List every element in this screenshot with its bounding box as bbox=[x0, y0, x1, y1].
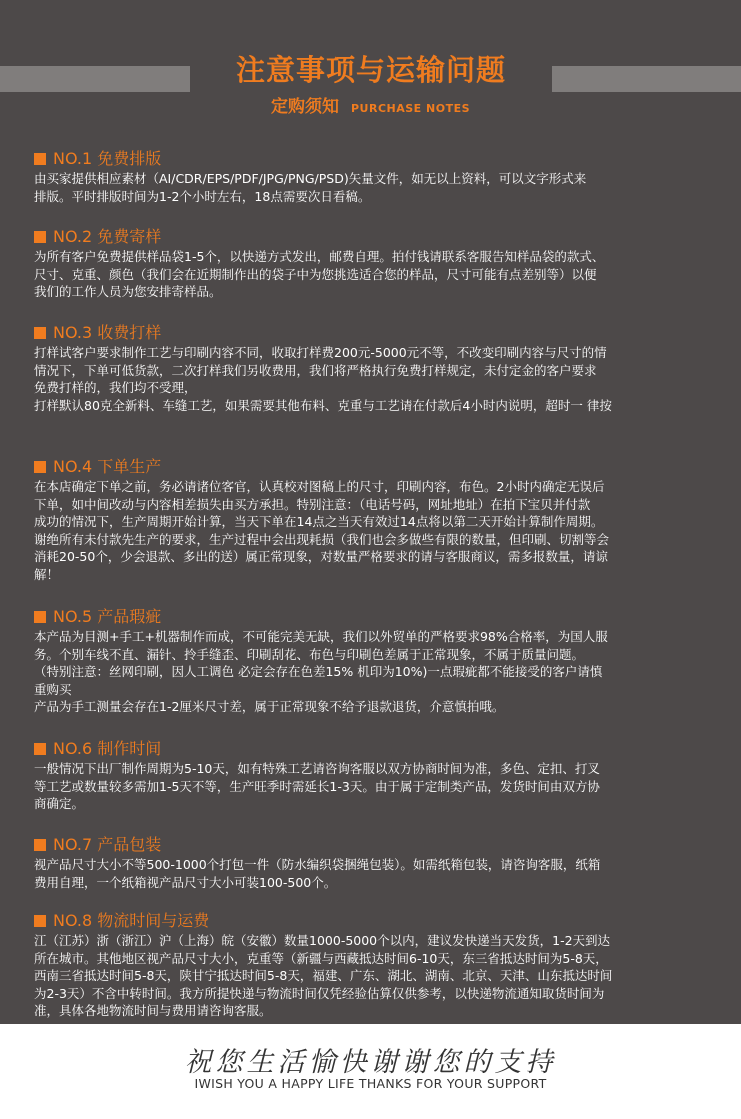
square-bullet-icon bbox=[34, 461, 46, 473]
text-line: 成功的情况下，生产周期开始计算，当天下单在14点之当天有效过14点将以第二天开始计算制作周期。 bbox=[34, 514, 604, 529]
text-line: 一般情况下出厂制作周期为5-10天，如有特殊工艺请咨询客服以双方协商时间为准，多色、定扣、打叉 bbox=[34, 761, 600, 776]
subtitle-en: PURCHASE NOTES bbox=[350, 102, 471, 115]
section-order-production bbox=[34, 456, 714, 583]
section-title-text: NO.4 下单生产 bbox=[53, 457, 162, 476]
section-logistics bbox=[34, 910, 714, 1020]
section-production-time bbox=[34, 738, 714, 813]
text-line: 打样默认80克全新料、车缝工艺，如果需要其他布料、克重与工艺请在付款后4小时内说明，超时一 律按 bbox=[34, 397, 612, 413]
square-bullet-icon bbox=[34, 327, 46, 339]
text-line: 产品为手工测量会存在1-2厘米尺寸差，属于正常现象不给予退款退货，介意慎拍哦。 bbox=[34, 699, 505, 714]
section-product-defects bbox=[34, 606, 714, 716]
text-line: 尺寸、克重、颜色（我们会在近期制作出的袋子中为您挑选适合您的样品，尺寸可能有点差别等）以便 bbox=[34, 266, 597, 282]
text-line: 江（江苏）浙（浙江）沪（上海）皖（安徽）数量1000-5000个以内，建议发快递当天发货，1-2天到达 bbox=[34, 933, 611, 948]
text-line: 务。个别车线不直、漏针、拎手缝歪、印刷刮花、布色与印刷色差属于正常现象，不属于质量问题。 bbox=[34, 646, 585, 662]
section-packaging bbox=[34, 834, 714, 891]
square-bullet-icon bbox=[34, 743, 46, 755]
section-paid-proof bbox=[34, 322, 714, 414]
text-line: 解！ bbox=[34, 566, 60, 582]
text-line: 准，具体各地物流时间与费用请咨询客服。 bbox=[34, 1003, 272, 1018]
text-line: 费用自理，一个纸箱视产品尺寸大小可装100-500个。 bbox=[34, 874, 337, 890]
section-free-layout bbox=[34, 148, 714, 205]
text-line: 在本店确定下单之前，务必请诸位客官，认真校对图稿上的尺寸，印刷内容，布色。2小时内确定无误后 bbox=[34, 479, 605, 494]
section-title bbox=[34, 606, 714, 628]
text-line: 视产品尺寸大小不等500-1000个打包一件（防水编织袋捆绳包装）。如需纸箱包装，请咨询客服，纸箱 bbox=[34, 857, 601, 872]
section-title bbox=[34, 738, 714, 760]
text-line: 排版。平时排版时间为1-2个小时左右，18点需要次日看稿。 bbox=[34, 188, 371, 204]
text-line: 等工艺或数量较多需加1-5天不等，生产旺季时需延长1-3天。由于属于定制类产品，发货时间由双方协 bbox=[34, 778, 600, 794]
square-bullet-icon bbox=[34, 915, 46, 927]
section-title bbox=[34, 226, 714, 248]
page-title: 注意事项与运输问题 bbox=[235, 53, 506, 87]
section-title-text: NO.5 产品瑕疵 bbox=[53, 607, 162, 626]
text-line: 打样试客户要求制作工艺与印刷内容不同，收取打样费200元-5000元不等，不改变印刷内容与尺寸的情 bbox=[34, 345, 607, 360]
subtitle-cn: 定购须知 bbox=[270, 97, 339, 117]
text-line: 所在城市。其他地区视产品尺寸大小，克重等（新疆与西藏抵达时间6-10天，东三省抵达时间为5-8天， bbox=[34, 950, 608, 966]
section-title-text: NO.3 收费打样 bbox=[53, 323, 162, 342]
header-right-bar bbox=[552, 66, 741, 92]
square-bullet-icon bbox=[34, 611, 46, 623]
text-line: 情况下，下单可低货款，二次打样我们另收费用，我们将严格执行免费打样规定，未付定金的客户要求 bbox=[34, 362, 597, 378]
section-title bbox=[34, 456, 714, 478]
text-line: 西南三省抵达时间5-8天，陕甘宁抵达时间5-8天，福建、广东、湖北、湖南、北京、天津、山东抵达时间 bbox=[34, 968, 613, 983]
text-line: 我们的工作人员为您安排寄样品。 bbox=[34, 284, 222, 299]
square-bullet-icon bbox=[34, 231, 46, 243]
section-title bbox=[34, 322, 714, 344]
text-line: 由买家提供相应素材（AI/CDR/EPS/PDF/JPG/PNG/PSD)矢量文件，如无以上资料，可以文字形式来 bbox=[34, 171, 587, 186]
section-title-text: NO.7 产品包装 bbox=[53, 835, 162, 854]
text-line: 本产品为目测+手工+机器制作而成，不可能完美无缺，我们以外贸单的严格要求98%合格率，为国人服 bbox=[34, 629, 608, 644]
header-left-bar bbox=[0, 66, 190, 92]
header bbox=[0, 0, 741, 130]
section-title bbox=[34, 910, 714, 932]
square-bullet-icon bbox=[34, 839, 46, 851]
section-title bbox=[34, 834, 714, 856]
text-line: 为所有客户免费提供样品袋1-5个，以快递方式发出，邮费自理。拍付钱请联系客服告知样品袋的款式、 bbox=[34, 249, 605, 264]
text-line: （特别注意：丝网印刷，因人工调色 必定会存在色差15% 机印为10%)一点瑕疵都不能接受的客户请慎 bbox=[34, 664, 603, 679]
section-free-samples bbox=[34, 226, 714, 301]
footer bbox=[0, 1024, 741, 1119]
text-line: 重购买 bbox=[34, 681, 72, 697]
section-title bbox=[34, 148, 714, 170]
text-line: 商确定。 bbox=[34, 796, 85, 811]
text-line: 免费打样的，我们均不受理， bbox=[34, 380, 197, 395]
text-line: 下单，如中间改动与内容相差损失由买方承担。特别注意：（电话号码，网址地址）在拍下宝贝并付款 bbox=[34, 496, 591, 512]
footer-slogan-cn: 祝您生活愉快谢谢您的支持 bbox=[184, 1047, 557, 1078]
section-title-text: NO.2 免费寄样 bbox=[53, 227, 162, 246]
section-title-text: NO.1 免费排版 bbox=[53, 149, 162, 168]
square-bullet-icon bbox=[34, 153, 46, 165]
section-title-text: NO.6 制作时间 bbox=[53, 739, 162, 758]
text-line: 谢绝所有未付款先生产的要求，生产过程中会出现耗损（我们也会多做些有限的数量，但印刷、切割等会 bbox=[34, 531, 610, 547]
text-line: 消耗20-50个，少会退款、多出的送）属正常现象，对数量严格要求的请与客服商议，需多报数量，请谅 bbox=[34, 549, 608, 564]
text-line: 为2-3天）不含中转时间。我方所提快递与物流时间仅凭经验估算仅供参考，以快递物流通知取货时间为 bbox=[34, 985, 605, 1001]
subtitle bbox=[0, 92, 741, 117]
footer-slogan-en: IWISH YOU A HAPPY LIFE THANKS FOR YOUR SUPPORT bbox=[194, 1076, 547, 1091]
section-title-text: NO.8 物流时间与运费 bbox=[53, 911, 210, 930]
